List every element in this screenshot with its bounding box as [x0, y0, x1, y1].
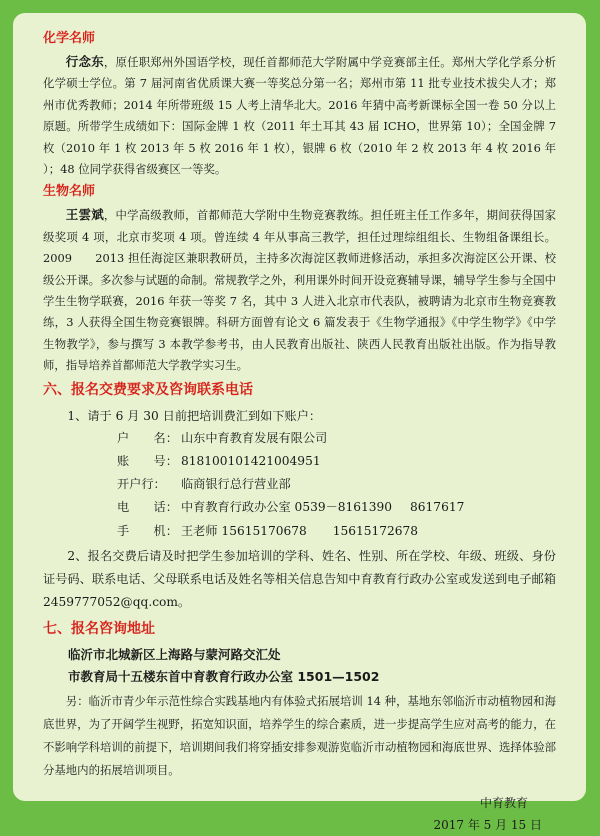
account-value: 山东中育教育发展有限公司 — [181, 430, 328, 445]
account-row — [43, 496, 556, 519]
bio-heading: 生物名师 — [43, 184, 96, 200]
account-label: 手 机： — [117, 523, 178, 538]
section6-heading: 六、报名交费要求及咨询联系电话 — [43, 381, 253, 398]
account-row — [43, 520, 556, 543]
account-value: 王老师 15615170678 — [181, 523, 307, 538]
account-value: 818100101421004951 — [181, 453, 321, 468]
signature-org: 中育教育 — [479, 795, 528, 810]
account-label: 开户行： — [117, 477, 166, 492]
account-value: 中育教育行政办公室 0539－8161390 — [181, 500, 393, 515]
account-label: 账 号： — [117, 453, 178, 468]
address-line-2: 市教育局十五楼东首中育教育行政办公室 1501—1502 — [68, 668, 380, 684]
chem-teacher-name: 行念东 — [65, 54, 104, 69]
section7-heading: 七、报名咨询地址 — [43, 620, 155, 637]
account-extra: 15615172678 — [332, 523, 419, 538]
account-value: 临商银行总行营业部 — [181, 477, 291, 492]
account-row — [43, 427, 556, 450]
account-label: 电 话： — [117, 500, 178, 515]
address-line-1: 临沂市北城新区上海路与蒙河路交汇处 — [68, 646, 281, 662]
signature-date: 2017 年 5 月 15 日 — [433, 817, 542, 832]
chem-bio: ，原任职郑州外国语学校，现任首都师范大学附属中学竞赛部主任。郑州大学化学系分析化学硕士学位。第 7 届河南省优质课大赛一等奖总分第一名；郑州市第 11 批专业技术拔尖人才；郑州市优秀教师；2014 年所带班级 15 人考上清华北大。2016 年猜中高考新课标全国一卷 50 分以上原题。所带学生成绩如下：国际金牌 1 枚（2011 年土耳其 43 届 ICHO，世界第 10）；全国金牌 7 枚（2010 年 1 枚 2013 年 5 枚 2016 年 1 枚），银牌 6 枚（2010 年 2 枚 2013 年 4 枚 2016 年 ）；48 位同学获得省级赛区一等奖。 — [43, 55, 556, 177]
registration-instruction: 2、报名交费后请及时把学生参加培训的学科、姓名、性别、所在学校、年级、班级、身份证号码、联系电话、父母联系电话及姓名等相关信息告知中育教育行政办公室或发送到电子邮箱2459777052@qq.com。 — [43, 548, 556, 609]
chem-heading: 化学名师 — [43, 31, 96, 46]
bio-teacher-name: 王雲斌 — [65, 207, 104, 223]
account-row — [43, 473, 556, 496]
payment-instruction: 1、请于 6 月 30 日前把培训费汇到如下账户： — [67, 408, 322, 423]
bio-bio: ，中学高级教师，首都师范大学附中生物竞赛教练。担任班主任工作多年，期间获得国家级奖项 4 项，北京市奖项 4 项。曾连续 4 年从事高三教学，担任过理综组组长、生物组备课组长。2009 2013 担任海淀区兼职教研员，主持多次海淀区教师进修活动，承担多次海淀区公开课、校级公开课。多次参与试题的命制。常规教学之外，利用课外时间开设竞赛辅导课，辅导学生参与全国中学生生物学联赛，2016 年获一等奖 7 名，其中 3 人进入北京市代表队，被聘请为北京市生物竞赛教练，3 人获得全国生物竞赛银牌。科研方面曾有论文 6 篇发表于《生物学通报》《中学生物学》《中学生物教学》，参与撰写 3 本教学参考书，由人民教育出版社、陕西人民教育出版社出版。作为指导教师，指导培养首都师范大学教学实习生。 — [43, 208, 556, 373]
account-label: 户 名： — [117, 430, 178, 445]
account-info — [43, 427, 556, 543]
document-page — [13, 13, 586, 832]
account-extra: 8617617 — [410, 500, 465, 515]
account-row — [43, 450, 556, 473]
chem-paragraph — [43, 51, 556, 180]
bio-paragraph — [43, 204, 556, 376]
additional-note: 另：临沂市青少年示范性综合实践基地内有体验式拓展培训 14 种，基地东邻临沂市动植物园和海底世界，为了开阔学生视野，拓宽知识面，培养学生的综合素质，进一步提高学生应对高考的能力，在不影响学科培训的前提下，培训期间我们将穿插安排参观游览临沂市动植物园和海底世界、选择体验部分基地内的拓展培训项目。 — [43, 693, 556, 777]
